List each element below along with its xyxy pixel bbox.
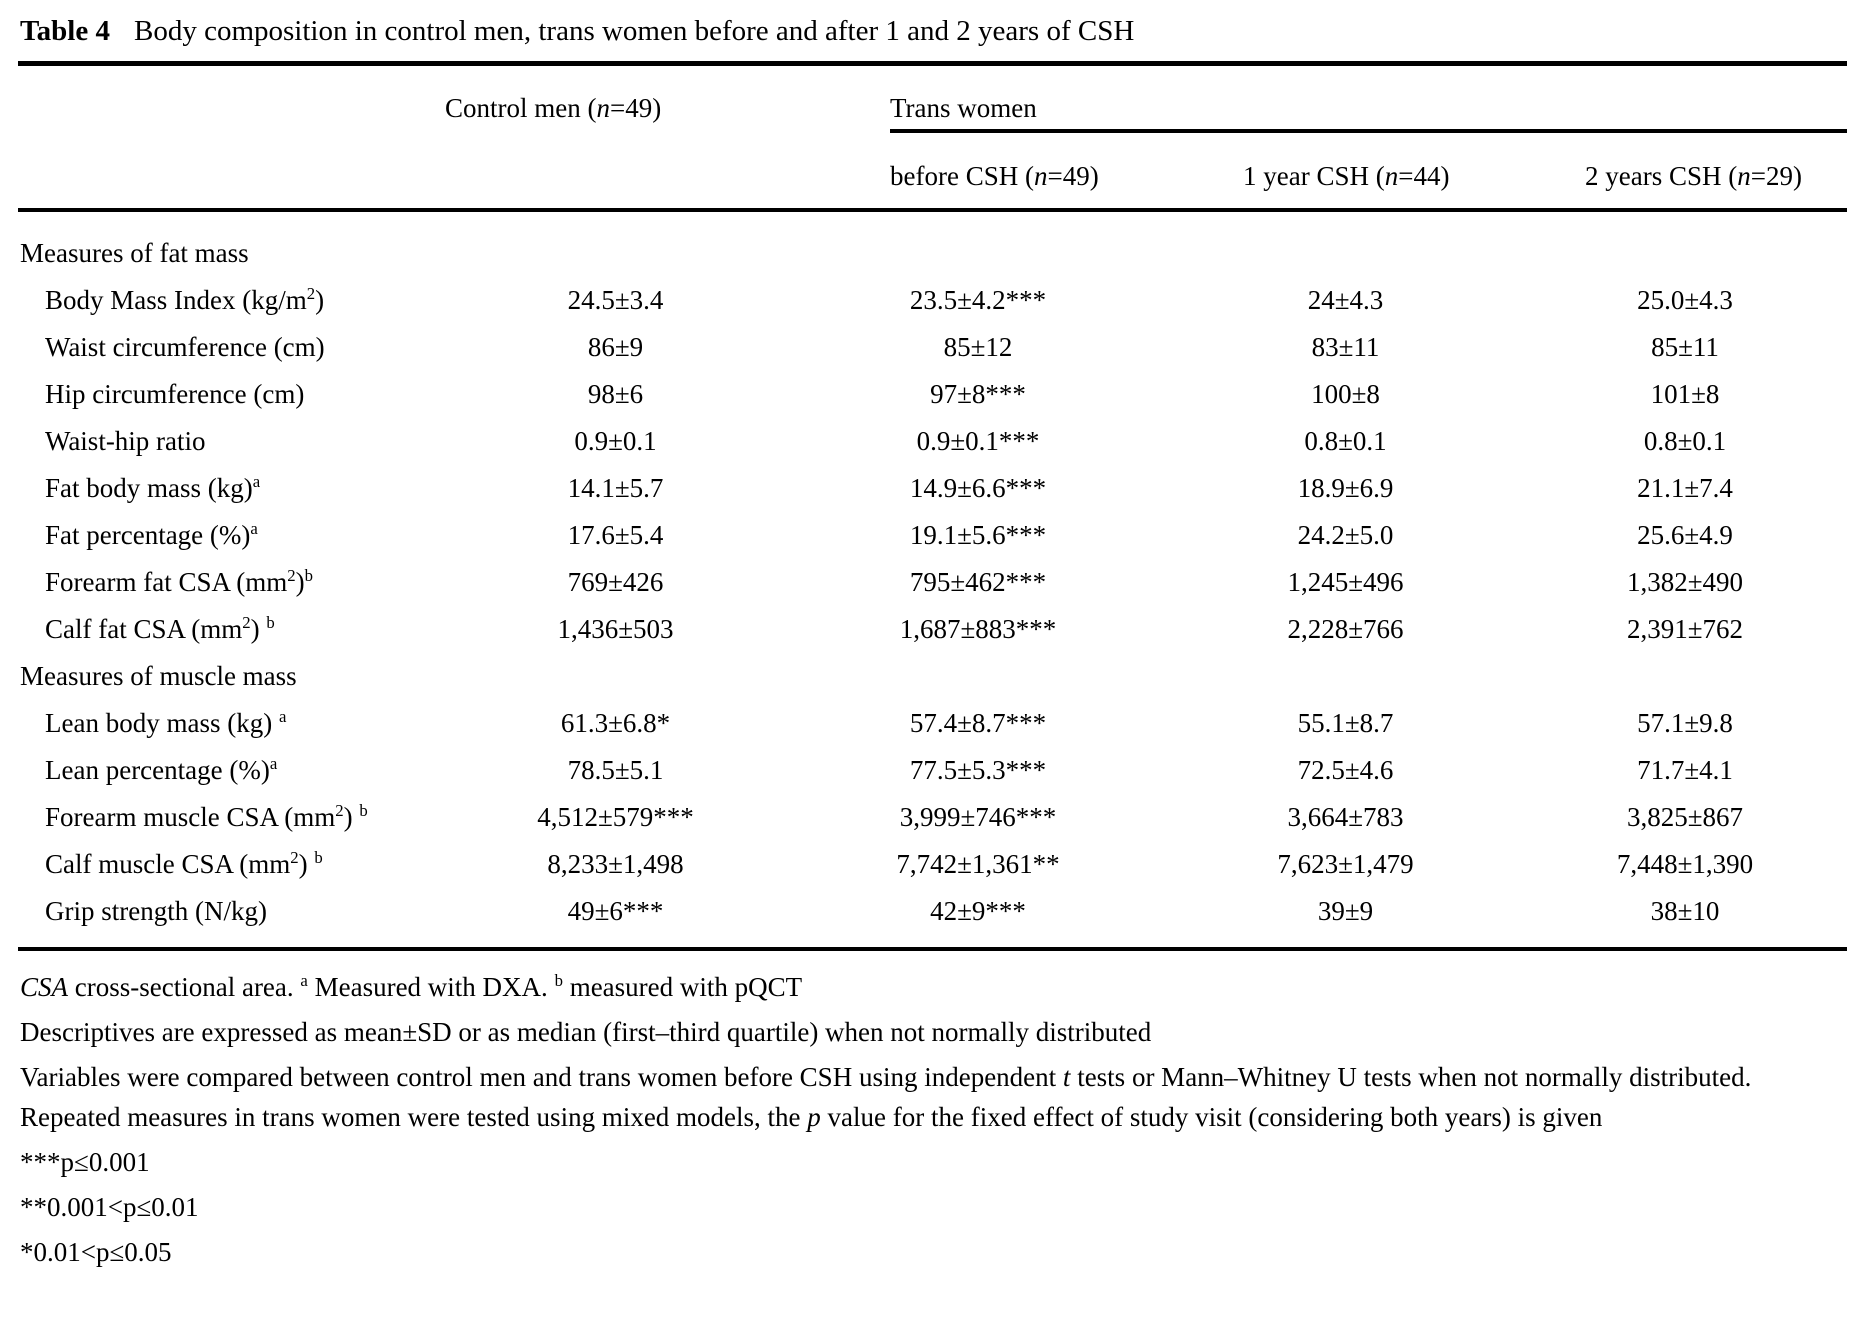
- cell-value: 14.1±5.7: [567, 473, 664, 503]
- row-label: Grip strength (N/kg): [45, 896, 267, 926]
- row-label: Forearm fat CSA $(mm^2)^b$: [45, 566, 313, 597]
- table-row: [18, 324, 1847, 371]
- cell-value: 2,391±762: [1626, 614, 1744, 644]
- empty-cell: [18, 66, 443, 133]
- cell-value: 61.3±6.8*: [560, 708, 671, 738]
- cell-value: 19.1±5.6***: [909, 520, 1047, 550]
- cell-value: 98±6: [587, 379, 644, 409]
- cell-value: 39±9: [1317, 896, 1374, 926]
- cell-value: 85±11: [1651, 332, 1719, 362]
- footnote: ***p≤0.001: [20, 1147, 150, 1177]
- table-head: [18, 66, 1847, 210]
- cell-value: 1,436±503: [557, 614, 674, 644]
- row-label: Waist circumference (cm): [45, 332, 325, 362]
- cell-value: 21.1±7.4: [1637, 473, 1733, 503]
- trans-women-label: Trans women: [890, 93, 1037, 123]
- cell-value: 86±9: [587, 332, 644, 362]
- cell-value: 14.9±6.6***: [909, 473, 1047, 503]
- cell-value: 17.6±5.4: [567, 520, 664, 550]
- col-header-control-men: Control men (n=49): [445, 93, 662, 123]
- cell-value: 795±462***: [909, 567, 1047, 597]
- data-table: [18, 66, 1847, 935]
- table-row: [18, 700, 1847, 747]
- table-row: [18, 418, 1847, 465]
- cell-value: 2,228±766: [1287, 614, 1404, 644]
- row-label: Lean percentage (%)$^a$: [45, 754, 278, 785]
- cell-value: 38±10: [1650, 896, 1720, 926]
- cell-value: 18.9±6.9: [1297, 473, 1394, 503]
- cell-value: 71.7±4.1: [1637, 755, 1733, 785]
- cell-value: 0.9±0.1: [574, 426, 657, 456]
- table-row: [18, 794, 1847, 841]
- footnote: Descriptives are expressed as mean±SD or as median (first–third quartile) when not normally distributed: [20, 1017, 1152, 1047]
- cell-value: 8,233±1,498: [547, 849, 684, 879]
- row-label: Calf muscle CSA $(mm^2)$ $^b$: [45, 848, 323, 879]
- row-label: Waist-hip ratio: [45, 426, 206, 456]
- cell-value: 57.1±9.8: [1637, 708, 1733, 738]
- footnote: *0.01<p≤0.05: [20, 1237, 172, 1267]
- cell-value: 57.4±8.7***: [909, 708, 1047, 738]
- empty-cell: [443, 133, 788, 210]
- footnotes: [18, 951, 1847, 1272]
- group-header-row: [18, 66, 1847, 133]
- cell-value: 1,687±883***: [899, 614, 1057, 644]
- table-body: [18, 210, 1847, 935]
- table-title: Body composition in control men, trans women before and after 1 and 2 years of CSH: [134, 15, 1135, 47]
- table-row: [18, 371, 1847, 418]
- cell-value: 55.1±8.7: [1297, 708, 1394, 738]
- table-row: [18, 465, 1847, 512]
- cell-value: 7,448±1,390: [1616, 849, 1754, 879]
- cell-value: 0.8±0.1: [1304, 426, 1387, 456]
- table-row: [18, 888, 1847, 935]
- cell-value: 77.5±5.3***: [909, 755, 1047, 785]
- cell-value: 42±9***: [930, 896, 1026, 926]
- table-row: [18, 841, 1847, 888]
- cell-value: 3,999±746***: [899, 802, 1057, 832]
- table-caption: [18, 8, 1847, 48]
- row-label: Body Mass Index $(kg/m^2)$: [45, 284, 325, 315]
- col-header-1-year-csh: 1 year CSH (n=44): [1168, 133, 1523, 210]
- cell-value: 3,825±867: [1626, 802, 1744, 832]
- cell-value: 0.8±0.1: [1643, 426, 1727, 456]
- section-header-row: [18, 230, 1847, 277]
- row-label: Fat body mass (kg)$^a$: [45, 472, 261, 503]
- cell-value: 85±12: [943, 332, 1013, 362]
- col-header-before-csh: before CSH (n=49): [788, 133, 1168, 210]
- section-title: Measures of fat mass: [20, 238, 249, 268]
- cell-value: 78.5±5.1: [567, 755, 664, 785]
- cell-value: 72.5±4.6: [1297, 755, 1394, 785]
- cell-value: 4,512±579***: [537, 802, 694, 832]
- cell-value: 83±11: [1311, 332, 1380, 362]
- row-label: Lean body mass (kg) $^a$: [45, 707, 287, 738]
- row-label: Hip circumference (cm): [45, 379, 305, 409]
- sub-header-row: [18, 133, 1847, 210]
- section-header-row: [18, 653, 1847, 700]
- cell-value: 24.2±5.0: [1297, 520, 1394, 550]
- col-header-2-years-csh: 2 years CSH (n=29): [1523, 133, 1847, 210]
- cell-value: 769±426: [567, 567, 664, 597]
- table-row: [18, 559, 1847, 606]
- cell-value: 1,245±496: [1287, 567, 1404, 597]
- footnote: Variables were compared between control men and trans women before CSH using independent t tests or Mann–Whitney U tests when not normally distributed. Repeated measures in trans women were tested using mixed models, the p value for the fixed effect of study visit (considering both years) is given: [20, 1062, 1752, 1132]
- cell-value: 1,382±490: [1626, 567, 1744, 597]
- cell-value: 25.0±4.3: [1637, 285, 1733, 315]
- cell-value: 97±8***: [930, 379, 1026, 409]
- col-group-trans-women: [788, 66, 1847, 133]
- trans-women-rule: [890, 129, 1847, 133]
- section-title: Measures of muscle mass: [20, 661, 297, 691]
- cell-value: 0.9±0.1***: [916, 426, 1040, 456]
- cell-value: 3,664±783: [1287, 802, 1404, 832]
- cell-value: 25.6±4.9: [1637, 520, 1733, 550]
- cell-value: 23.5±4.2***: [909, 285, 1047, 315]
- footnote: **0.001<p≤0.01: [20, 1192, 199, 1222]
- cell-value: 100±8: [1311, 379, 1380, 409]
- row-label: Fat percentage (%)$^a$: [45, 519, 258, 550]
- cell-value: 49±6***: [567, 896, 664, 926]
- footnote: CSA cross-sectional area. $^a$ Measured with DXA. $^b$ measured with pQCT: [20, 971, 803, 1002]
- row-label: Forearm muscle CSA $(mm^2)$ $^b$: [45, 801, 368, 832]
- table-row: [18, 277, 1847, 324]
- cell-value: 7,623±1,479: [1277, 849, 1414, 879]
- row-label: Calf fat CSA $(mm^2)$ $^b$: [45, 613, 275, 644]
- cell-value: 24±4.3: [1307, 285, 1384, 315]
- cell-value: 24.5±3.4: [567, 285, 664, 315]
- cell-value: 101±8: [1650, 379, 1720, 409]
- empty-cell: [18, 133, 443, 210]
- table-row: [18, 747, 1847, 794]
- table-row: [18, 512, 1847, 559]
- table-number: Table 4: [20, 15, 110, 47]
- table-row: [18, 606, 1847, 653]
- cell-value: 7,742±1,361**: [896, 849, 1060, 879]
